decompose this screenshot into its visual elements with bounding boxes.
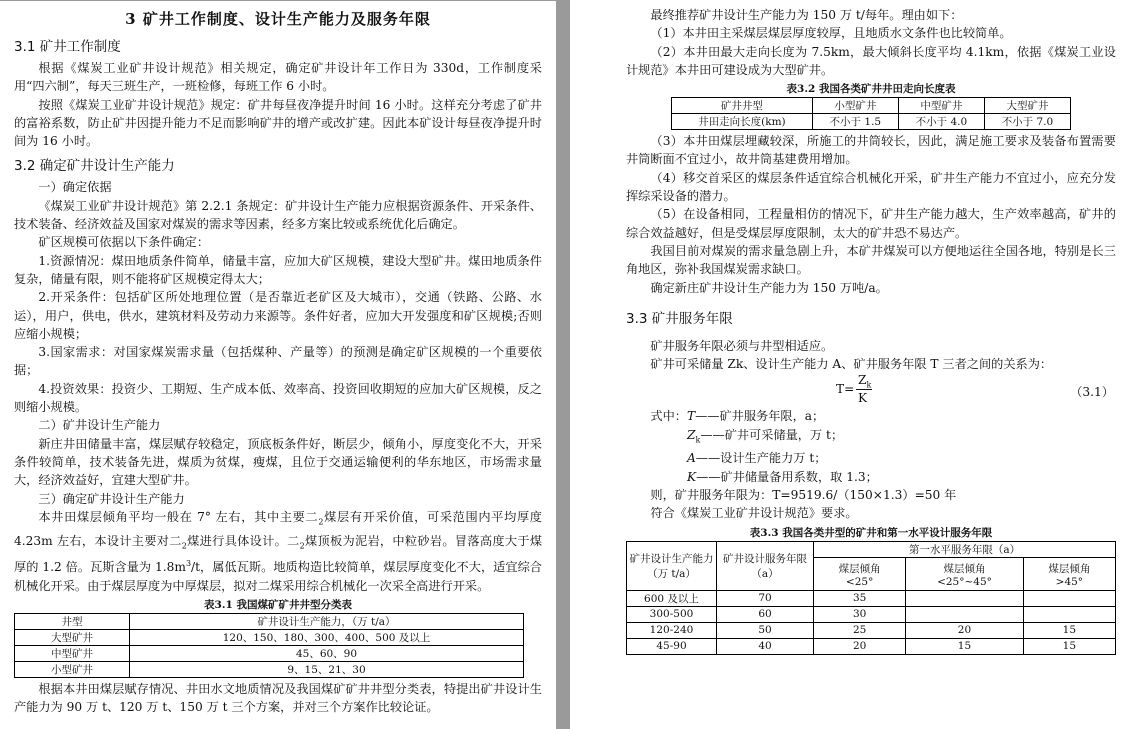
table-cell: 50	[717, 622, 814, 638]
table-row	[672, 114, 1071, 130]
table-cell: 井田走向长度(km)	[672, 114, 813, 130]
table-row	[15, 645, 524, 661]
table-header-cell: 井型	[15, 613, 130, 629]
paragraph: 《煤炭工业矿井设计规范》第 2.2.1 条规定：矿井设计生产能力应根据资源条件、开采条件、技术装备、经济效益及国家对煤炭的需求等因素，经多方案比较或系统优化后确定。	[14, 198, 542, 232]
table-cell	[1023, 606, 1115, 622]
section-heading-3-2: 3.2 确定矿井设计生产能力	[14, 158, 175, 175]
paragraph: 按照《煤炭工业矿井设计规范》规定：矿井每昼夜净提升时间 16 小时。这样充分考虑了矿井的富裕系数，防止矿井因提升能力不足而影响矿井的增产或改扩建。因此本矿设计每昼夜净提升时间为 16 小时。	[14, 97, 542, 149]
table-cell: 45、60、90	[130, 645, 524, 661]
table-header-cell: 小型矿井	[812, 98, 898, 114]
table-header-cell: 煤层倾角 <25°	[814, 558, 906, 590]
table-row	[627, 638, 1116, 654]
table-cell: 600 及以上	[627, 590, 717, 606]
table-header-row	[15, 613, 524, 629]
table-header-cell: 矿井设计服务年限（a）	[717, 541, 814, 590]
definition-line: 式中：T——矿井服务年限，a；	[650, 409, 825, 424]
condition-item: 1.资源情况：煤田地质条件简单，储量丰富，应加大矿区规模，建设大型矿井。煤田地质条件复杂，储量有限，则不能将矿区规模定得太大；	[14, 253, 542, 286]
subheading: 三）确定矿井设计生产能力	[38, 491, 185, 506]
table-header-cell: 第一水平服务年限（a）	[814, 541, 1116, 558]
subheading: 一）确定依据	[38, 180, 112, 195]
table-caption: 表3.2 我国各类矿井井田走向长度表	[786, 83, 956, 96]
table-cell: 9、15、21、30	[130, 661, 524, 677]
table-cell: 35	[814, 590, 906, 606]
table-cell: 20	[814, 638, 906, 654]
table-header-cell: 矿井设计生产能力，（万 t/a）	[130, 613, 524, 629]
paragraph: 确定新庄矿井设计生产能力为 150 万吨/a。	[650, 280, 888, 295]
service-life-formula: T= $Z_k$ K （3.1）	[836, 373, 1114, 406]
paragraph: 我国目前对煤炭的需求量急剧上升，本矿井煤炭可以方便地运往全国各地，特别是长三角地区，弥补我国煤炭需求缺口。	[626, 243, 1116, 277]
table-cell: 70	[717, 590, 814, 606]
paragraph: 则，矿井服务年限为：T=9519.6/（150×1.3）=50 年	[650, 488, 957, 503]
table-cell: 120、150、180、300、400、500 及以上	[130, 629, 524, 645]
table-cell: 不小于 1.5	[812, 114, 898, 130]
paragraph: 符合《煤炭工业矿井设计规范》要求。	[650, 506, 858, 521]
table-row	[15, 661, 524, 677]
table-header-cell: 大型矿井	[984, 98, 1070, 114]
table-cell: 20	[906, 622, 1023, 638]
table-cell: 120-240	[627, 622, 717, 638]
table-cell: 25	[814, 622, 906, 638]
section-heading-3-3: 3.3 矿井服务年限	[626, 310, 733, 327]
paragraph: 根据《煤炭工业矿井设计规范》相关规定，确定矿井设计年工作日为 330d，工作制度采用“四六制”，每天三班生产，一班检修，每班工作 6 小时。	[14, 61, 542, 94]
table-cell: 30	[814, 606, 906, 622]
reason-item: （1）本井田主采煤层煤层厚度较厚，且地质水文条件也比较简单。	[650, 26, 1012, 41]
paragraph: 矿井服务年限必须与井型相适应。	[650, 338, 834, 353]
table-cell: 15	[906, 638, 1023, 654]
condition-item: 4.投资效果：投资少、工期短、生产成本低、效率高、投资回收期短的应加大矿区规模，反之则缩小规模。	[14, 381, 542, 415]
table-cell: 不小于 7.0	[984, 114, 1070, 130]
table-header-cell: 中型矿井	[898, 98, 984, 114]
table-header-cell: 矿井设计生产能力（万 t/a）	[627, 541, 717, 590]
table-cell: 不小于 4.0	[898, 114, 984, 130]
subheading: 二）矿井设计生产能力	[38, 418, 161, 433]
strike-length-table	[671, 97, 1071, 130]
paragraph: 矿区规模可依据以下条件确定：	[38, 235, 210, 250]
table-cell	[906, 606, 1023, 622]
table-cell: 40	[717, 638, 814, 654]
formula-definitions	[650, 407, 1116, 486]
table-row	[627, 606, 1116, 622]
table-header-cell: 煤层倾角 <25°~45°	[906, 558, 1023, 590]
table-header-row	[627, 541, 1116, 558]
table-cell: 45-90	[627, 638, 717, 654]
table-cell	[906, 590, 1023, 606]
paragraph: 根据本井田煤层赋存情况、井田水文地质情况及我国煤矿矿井井型分类表，特提出矿井设计生产能力为 90 万 t、120 万 t、150 万 t 三个方案，并对三个方案作比较论证。	[14, 681, 542, 715]
chapter-heading: 3 矿井工作制度、设计生产能力及服务年限	[125, 10, 431, 28]
definition-line: A——设计生产能力万 t；	[686, 451, 827, 466]
table-row	[15, 629, 524, 645]
condition-item: 2.开采条件：包括矿区所处地理位置（是否靠近老矿区及大城市），交通（铁路、公路、水运），用户，供电，供水，建筑材料及劳动力来源等。条件好者，应加大开发强度和矿区规模;否则应缩小规模；	[14, 290, 542, 341]
definition-line: $Z_k——$矿井可采储量，万 t；	[686, 427, 844, 445]
reason-item: （2）本井田最大走向长度为 7.5km，最大倾斜长度平均 4.1km，依据《煤炭工业设计规范》本井田可建设成为大型矿井。	[626, 44, 1116, 77]
table-caption: 表3.3 我国各类井型的矿井和第一水平设计服务年限	[749, 526, 993, 539]
definition-line: K——矿井储量备用系数，取 1.3；	[686, 469, 878, 484]
reason-item: （5）在设备相同，工程量相仿的情况下，矿井生产能力越大，生产效率越高，矿井的综合效益越好，但是受煤层厚度限制，太大的矿井恐不易达产。	[626, 207, 1116, 240]
table-cell: 中型矿井	[15, 645, 130, 661]
equation-number: （3.1）	[1070, 385, 1114, 400]
document-page-right	[570, 0, 1144, 729]
reason-item: （3）本井田煤层埋藏较深，所施工的井筒较长，因此，满足施工要求及装备布置需要井筒断面不宜过小，故井筒基建费用增加。	[626, 134, 1116, 167]
table-cell: 15	[1023, 622, 1115, 638]
reason-item: （4）移交首采区的煤层条件适宜综合机械化开采，矿井生产能力不宜过小，应充分发挥综采设备的潜力。	[626, 170, 1116, 204]
page-top-rule	[0, 0, 556, 1]
mine-type-table	[14, 613, 524, 678]
table-row	[627, 622, 1116, 638]
paragraph: 新庄井田储量丰富，煤层赋存较稳定，顶底板条件好，断层少，倾角小，厚度变化不大，开采条件较简单，技术装备先进，煤质为贫煤，瘦煤，且位于交通运输便利的华东地区，市场需求量大，经济效益好，宜建大型矿井。	[14, 436, 542, 488]
table-cell: 300-500	[627, 606, 717, 622]
paragraph: 矿井可采储量 Zk、设计生产能力 A、矿井服务年限 T 三者之间的关系为：	[650, 357, 1053, 372]
table-cell: 15	[1023, 638, 1115, 654]
fraction-bar	[856, 389, 872, 390]
table-caption: 表3.1 我国煤矿矿井井型分类表	[204, 598, 352, 611]
table-cell: 60	[717, 606, 814, 622]
table-cell: 大型矿井	[15, 629, 130, 645]
table-row	[627, 590, 1116, 606]
condition-item: 3.国家需求：对国家煤炭需求量（包括煤种、产量等）的预测是确定矿区规模的一个重要依据；	[14, 345, 542, 378]
service-life-table	[626, 541, 1116, 655]
table-header-cell: 煤层倾角 >45°	[1023, 558, 1115, 590]
section-heading-3-1: 3.1 矿井工作制度	[14, 39, 121, 55]
table-cell	[1023, 590, 1115, 606]
table-header-row	[672, 98, 1071, 114]
table-header-cell: 矿井井型	[672, 98, 813, 114]
paragraph: 本井田煤层倾角平均一般在 7° 左右，其中主要二$_2$煤层有开采价值，可采范围内平均厚度 4.23m 左右，本设计主要对二$_2$煤进行具体设计。二$_2$煤顶板为泥岩，中粒砂岩。冒落高度大于煤厚的 1.2 倍。瓦斯含量为 $1.8m^3/t$，属低瓦斯。地质构造比较简单，煤层厚度变化不大，适宜综合机械化开采。由于煤层厚度为中厚煤层，拟对二煤采用综合机械化一次采全高进行开采。	[14, 509, 543, 593]
document-page-left	[0, 0, 556, 729]
paragraph: 最终推荐矿井设计生产能力为 150 万 t/每年。理由如下：	[650, 8, 963, 22]
table-cell: 小型矿井	[15, 661, 130, 677]
